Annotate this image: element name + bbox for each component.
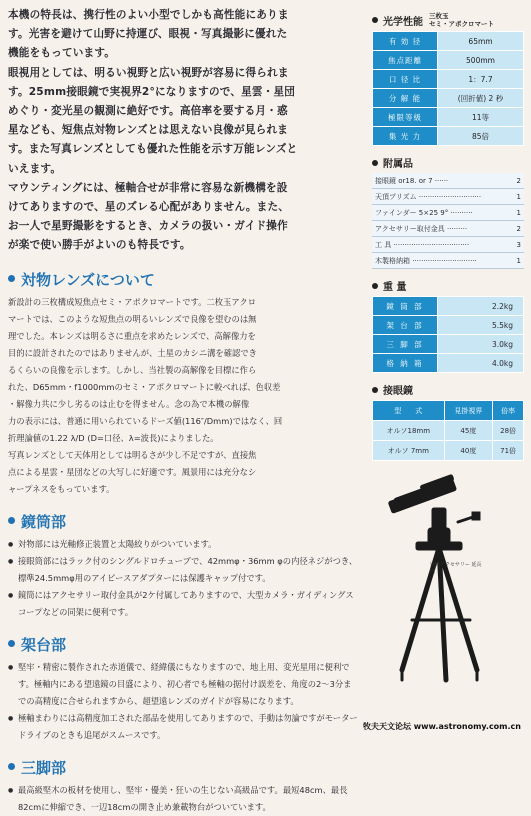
tripod-bullet: ● 最高級堅木の板材を使用し、堅牢・優美・狂いの生じない高級品です。最短48cm、最長82cmに伸縮でき、一辺18cmの開き止め兼載物台がついています。 <box>8 782 358 816</box>
table-row <box>372 173 524 189</box>
lens-line: マートでは、このような短焦点の明るいレンズで良像を望むのは無 <box>8 313 257 324</box>
accessory-count: 2 <box>504 221 524 237</box>
weight-key: 鏡 筒 部 <box>373 297 438 316</box>
table-row <box>372 189 524 205</box>
intro-line: す。光害を避けて山野に持運び、眼視・写真撮影に優れた <box>8 28 288 41</box>
spec-value: (回折値) 2 秒 <box>438 89 524 108</box>
intro-line: 機能をもっています。 <box>8 47 116 60</box>
intro-line: が楽で使い勝手がよいのも特長です。 <box>8 239 191 252</box>
mount-bullet: ● 極軸まわりには高精度加工された部品を使用してありますので、手動は勿論ですがモータードライブのときも追尾がスムースです。 <box>8 710 358 744</box>
section-title-tripod <box>8 758 358 778</box>
weight-value: 4.0kg <box>438 354 524 373</box>
intro-line: 眼視用としては、明るい視野と広い視野が容易に得られま <box>8 66 289 79</box>
spec-key: 口 径 比 <box>373 70 438 89</box>
spec-key: 有 効 径 <box>373 32 438 51</box>
site-watermark: 牧夫天文论坛 www.astronomy.com.cn <box>362 722 521 731</box>
table-header-row <box>373 401 524 421</box>
eyepiece-type: オルソ 7mm <box>373 441 445 461</box>
section-title-text: 対物レンズについて <box>21 270 155 289</box>
eyepiece-table <box>372 400 524 461</box>
table-row <box>372 253 524 269</box>
table-row <box>373 316 524 335</box>
intro-text <box>8 6 358 256</box>
bullet-dot-icon <box>372 160 378 166</box>
eyepiece-mag: 28倍 <box>493 421 524 441</box>
intro-line: す。また写真レンズとしても優れた性能を示す万能レンズと <box>8 143 298 156</box>
accessories-heading <box>372 155 524 170</box>
lens-line: れた、D65mm・f1000mmのセミ・アポクロマートに較べれば、色収差 <box>8 381 281 392</box>
eyepiece-heading <box>372 382 524 397</box>
telescope-photo <box>372 470 524 690</box>
accessories-block <box>372 155 524 269</box>
optics-table <box>372 31 524 146</box>
intro-line: いえます。 <box>8 162 62 175</box>
accessory-count: 3 <box>504 237 524 253</box>
intro-line: めぐり・変光星の観測に絶好です。高倍率を要する月・惑 <box>8 105 288 118</box>
accessory-name: 工 具 ·································· <box>372 237 504 253</box>
table-row <box>373 354 524 373</box>
weight-value: 2.2kg <box>438 297 524 316</box>
lens-line: ・解像力共に少し劣るのは止むを得ません。念の為で本機の解像 <box>8 398 250 409</box>
weight-value: 3.0kg <box>438 335 524 354</box>
spec-key: 極限等級 <box>373 108 438 127</box>
weight-table <box>372 296 524 373</box>
optics-title: 光学性能 <box>383 16 423 28</box>
lens-line: ャープネスをもっています。 <box>8 483 115 494</box>
lens-description <box>8 294 358 498</box>
column-header: 倍率 <box>493 401 524 421</box>
accessory-name: 天頂プリズム ···························· <box>372 189 504 205</box>
section-title-mount <box>8 635 358 655</box>
section-title-text: 架台部 <box>21 635 67 654</box>
weight-key: 三 脚 部 <box>373 335 438 354</box>
telescope-illustration-icon <box>372 470 524 690</box>
intro-line: 本機の特長は、携行性のよい小型でしかも高性能にありま <box>8 9 289 21</box>
weight-block <box>372 278 524 373</box>
table-row <box>372 237 524 253</box>
optics-subtitle-1: 三枚玉 <box>429 12 449 20</box>
accessory-count: 1 <box>504 253 524 269</box>
bullet-dot-icon <box>8 640 15 647</box>
table-row <box>373 335 524 354</box>
intro-line: す。25mm接眼鏡で実視界2°になりますので、星雲・星団 <box>8 85 296 98</box>
spec-value: 1：7.7 <box>438 70 524 89</box>
intro-line: けてありますので、星のズレる心配がありません。また、 <box>8 201 290 214</box>
bullet-dot-icon <box>8 275 15 282</box>
section-title-text: 鏡筒部 <box>21 512 67 531</box>
spec-value: 11等 <box>438 108 524 127</box>
tube-bullet: ● 対物部には光軸修正装置と太陽絞りがついています。 <box>8 536 358 553</box>
eyepiece-mag: 71倍 <box>493 441 524 461</box>
eyepiece-block <box>372 382 524 461</box>
table-row <box>372 205 524 221</box>
optics-block <box>372 12 524 146</box>
accessory-count: 1 <box>504 189 524 205</box>
section-title-text: 三脚部 <box>21 758 67 777</box>
spec-key: 分 解 能 <box>373 89 438 108</box>
bullet-dot-icon <box>372 387 378 393</box>
column-header: 型 式 <box>373 401 445 421</box>
intro-line: お一人で星野撮影をするとき、カメラの扱い・ガイド操作 <box>8 220 288 233</box>
table-row <box>373 297 524 316</box>
bullet-dot-icon <box>8 763 15 770</box>
lens-line: 理でした。本レンズは明るさに重点を求めたレンズで、高解像力を <box>8 330 256 341</box>
spec-value: 65mm <box>438 32 524 51</box>
spec-column <box>372 12 524 690</box>
weight-key: 架 台 部 <box>373 316 438 335</box>
bullet-dot-icon <box>8 517 15 524</box>
spec-value: 85倍 <box>438 127 524 146</box>
table-row <box>373 32 524 51</box>
eyepiece-type: オルソ18mm <box>373 421 445 441</box>
table-row <box>373 108 524 127</box>
tube-bullet: ● 鏡筒にはアクセサリー取付金具が2ケ付属してありますので、大型カメラ・ガイディングスコープなどの同架に便利です。 <box>8 587 358 621</box>
spec-value: 500mm <box>438 51 524 70</box>
table-row <box>373 51 524 70</box>
table-row <box>373 421 524 441</box>
lens-line: 写真レンズとして天体用としては明るさが少し不足ですが、直接焦 <box>8 449 257 460</box>
main-column <box>8 6 358 816</box>
tube-bullet: ● 接眼筒部にはラック付のシングルドロチューブで、42mmφ・36mm φの内径ネジがつき、標準24.5mmφ用のアイピースアダプターには保護キャップ付です。 <box>8 553 358 587</box>
section-title-lens <box>8 270 358 290</box>
weight-title: 重 量 <box>383 282 407 293</box>
table-row <box>373 441 524 461</box>
optics-subtitle <box>429 12 494 28</box>
lens-line: るくらいの良像を示します。しかし、当社製の高解像を目標に作ら <box>8 364 257 375</box>
table-row <box>372 221 524 237</box>
spec-key: 焦点距離 <box>373 51 438 70</box>
column-header: 見掛視界 <box>444 401 493 421</box>
bullet-dot-icon <box>372 283 378 289</box>
accessory-name: 接眼鏡 or18. or 7 ······ <box>372 173 504 189</box>
table-row <box>373 70 524 89</box>
accessory-name: アクセサリー取付金具 ········· <box>372 221 504 237</box>
intro-line: 星なども、短焦点対物レンズとは思えない良像が見られま <box>8 124 289 137</box>
lens-line: 力の表示には、普通に用いられているドーズ値(116″/Dmm)ではなく、回 <box>8 415 283 426</box>
accessory-count: 2 <box>504 173 524 189</box>
photo-caption: 別売アクセサリー 延長筒 <box>430 562 482 575</box>
lens-line: 折理論値の1.22 λ/D (D=口径、λ=波長)によりました。 <box>8 432 219 443</box>
spec-key: 集 光 力 <box>373 127 438 146</box>
accessories-table <box>372 173 524 269</box>
eyepiece-fov: 45度 <box>444 421 493 441</box>
weight-key: 格 納 箱 <box>373 354 438 373</box>
lens-line: 新設計の三枚構成短焦点セミ・アポクロマートです。二枚玉アクロ <box>8 296 256 307</box>
table-row <box>373 127 524 146</box>
lens-line: 点による星雲・星団などの大写しに好適です。風景用には充分なシ <box>8 466 257 477</box>
weight-value: 5.5kg <box>438 316 524 335</box>
accessory-count: 1 <box>504 205 524 221</box>
eyepiece-title: 接眼鏡 <box>383 386 413 397</box>
accessory-name: 木製格納箱 ····························· <box>372 253 504 269</box>
accessory-name: ファインダー 5×25 9° ·········· <box>372 205 504 221</box>
mount-bullet: ● 堅牢・精密に製作された赤道儀で、経緯儀にもなりますので、地上用、変光星用に便利です。極軸内にある望遠鏡の目盛により、初心者でも極軸の据付け誤差を、角度の2～3分までの高精度に合せられますから、超望遠レンズのガイドが容易になります。 <box>8 659 358 710</box>
intro-line: マウンティングには、極軸合せが非常に容易な新機構を設 <box>8 181 288 194</box>
section-title-tube <box>8 512 358 532</box>
optics-subtitle-2: セミ・アポクロマート <box>429 20 494 28</box>
table-row <box>373 89 524 108</box>
eyepiece-fov: 40度 <box>444 441 493 461</box>
optics-heading <box>372 12 524 28</box>
accessories-title: 附属品 <box>383 159 413 170</box>
weight-heading <box>372 278 524 293</box>
lens-line: 目的に設計されたのではありませんが、土星のカシニ溝を確認でき <box>8 347 257 358</box>
bullet-dot-icon <box>372 17 378 23</box>
